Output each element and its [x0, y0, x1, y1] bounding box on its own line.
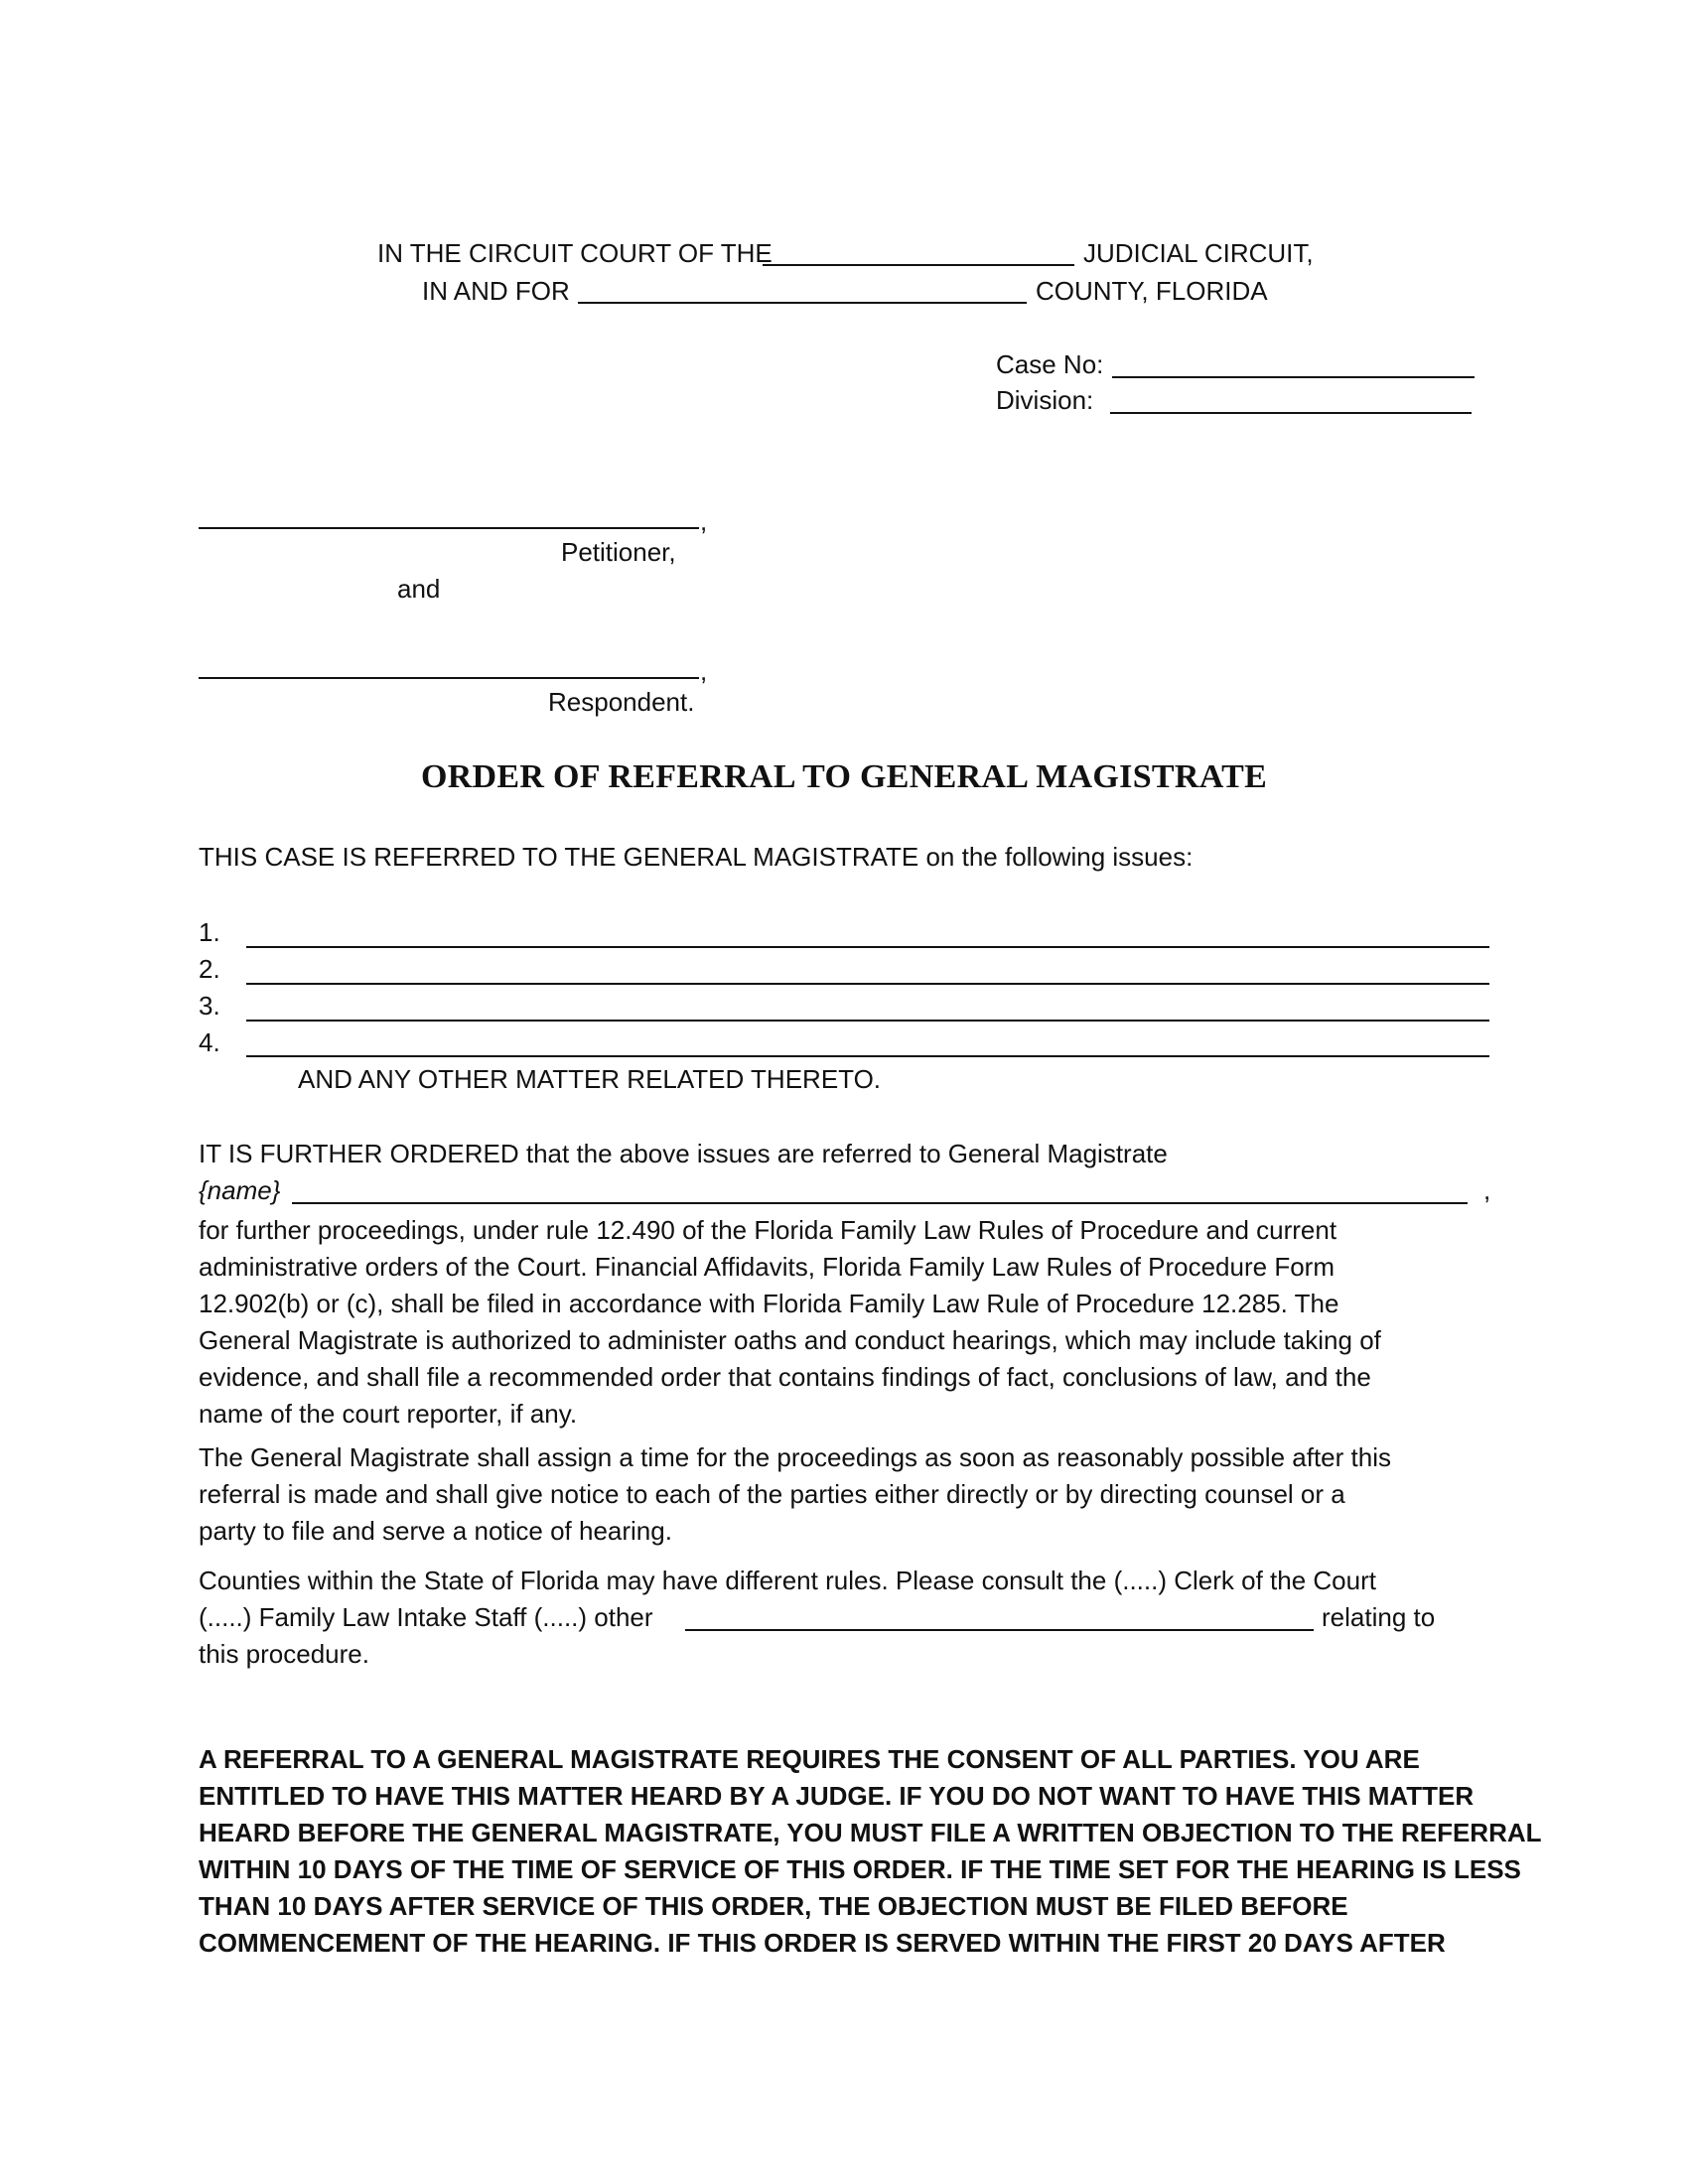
- warning-line: THAN 10 DAYS AFTER SERVICE OF THIS ORDER, THE OBJECTION MUST BE FILED BEFORE: [199, 1891, 1348, 1921]
- paragraph-line: evidence, and shall file a recommended order that contains findings of fact, conclusions of law, and the: [199, 1362, 1371, 1392]
- document-title: ORDER OF REFERRAL TO GENERAL MAGISTRATE: [420, 758, 1268, 795]
- county-blank[interactable]: [578, 302, 1027, 304]
- issue-number: 3.: [199, 991, 220, 1021]
- and-label: and: [397, 574, 441, 604]
- paragraph-line: referral is made and shall give notice to each of the parties either directly or by directing counsel or a: [199, 1479, 1345, 1509]
- petitioner-label: Petitioner,: [561, 537, 676, 567]
- issue-blank[interactable]: [246, 1055, 1489, 1057]
- counties-line3: this procedure.: [199, 1639, 369, 1669]
- paragraph-line: 12.902(b) or (c), shall be filed in accordance with Florida Family Law Rule of Procedure 12.285. The: [199, 1289, 1339, 1318]
- respondent-label: Respondent.: [548, 687, 695, 717]
- issue-blank[interactable]: [246, 983, 1489, 985]
- issue-number: 2.: [199, 954, 220, 984]
- case-no-label: Case No:: [996, 349, 1104, 379]
- warning-line: A REFERRAL TO A GENERAL MAGISTRATE REQUIRES THE CONSENT OF ALL PARTIES. YOU ARE: [199, 1744, 1420, 1774]
- judicial-circuit-blank[interactable]: [763, 264, 1074, 266]
- warning-line: COMMENCEMENT OF THE HEARING. IF THIS ORDER IS SERVED WITHIN THE FIRST 20 DAYS AFTER: [199, 1928, 1446, 1958]
- assign-time-paragraph: [199, 1439, 1489, 1550]
- magistrate-name-label: {name}: [199, 1175, 281, 1205]
- court-header-line1-suffix: JUDICIAL CIRCUIT,: [1083, 238, 1314, 268]
- case-no-blank[interactable]: [1112, 376, 1475, 378]
- counties-line2-suffix: relating to: [1322, 1602, 1436, 1632]
- court-header-line2-prefix: IN AND FOR: [422, 276, 570, 306]
- magistrate-name-blank[interactable]: [292, 1202, 1468, 1204]
- paragraph-line: administrative orders of the Court. Financial Affidavits, Florida Family Law Rules of Procedure Form: [199, 1252, 1335, 1282]
- referral-intro: THIS CASE IS REFERRED TO THE GENERAL MAGISTRATE on the following issues:: [199, 842, 1194, 872]
- court-header-line2-suffix: COUNTY, FLORIDA: [1036, 276, 1268, 306]
- paragraph-line: The General Magistrate shall assign a time for the proceedings as soon as reasonably possible after this: [199, 1442, 1391, 1472]
- issue-blank[interactable]: [246, 1020, 1489, 1022]
- warning-line: ENTITLED TO HAVE THIS MATTER HEARD BY A JUDGE. IF YOU DO NOT WANT TO HAVE THIS MATTER: [199, 1781, 1475, 1811]
- further-ordered-paragraph: [199, 1212, 1489, 1433]
- consent-warning: [199, 1741, 1542, 1962]
- respondent-comma: ,: [700, 656, 708, 686]
- counties-line2-prefix: (.....) Family Law Intake Staff (.....) other: [199, 1602, 653, 1632]
- other-matter-text: AND ANY OTHER MATTER RELATED THERETO.: [298, 1064, 882, 1094]
- issue-blank[interactable]: [246, 946, 1489, 948]
- further-ordered-line1: IT IS FURTHER ORDERED that the above issues are referred to General Magistrate: [199, 1139, 1168, 1168]
- counties-line1: Counties within the State of Florida may have different rules. Please consult the (.....) Clerk of the Court: [199, 1566, 1376, 1595]
- petitioner-comma: ,: [700, 506, 708, 536]
- warning-line: WITHIN 10 DAYS OF THE TIME OF SERVICE OF THIS ORDER. IF THE TIME SET FOR THE HEARING IS LESS: [199, 1854, 1521, 1884]
- court-header-line1-prefix: IN THE CIRCUIT COURT OF THE: [377, 238, 773, 268]
- warning-line: HEARD BEFORE THE GENERAL MAGISTRATE, YOU MUST FILE A WRITTEN OBJECTION TO THE REFERRAL: [199, 1818, 1542, 1847]
- issue-number: 1.: [199, 917, 220, 947]
- paragraph-line: name of the court reporter, if any.: [199, 1399, 578, 1429]
- other-contact-blank[interactable]: [685, 1629, 1314, 1631]
- magistrate-name-comma: ,: [1483, 1175, 1491, 1205]
- issue-number: 4.: [199, 1027, 220, 1057]
- division-blank[interactable]: [1110, 412, 1472, 414]
- division-label: Division:: [996, 385, 1094, 415]
- respondent-name-blank[interactable]: [199, 677, 699, 679]
- petitioner-name-blank[interactable]: [199, 527, 699, 529]
- paragraph-line: for further proceedings, under rule 12.490 of the Florida Family Law Rules of Procedure and current: [199, 1215, 1337, 1245]
- paragraph-line: party to file and serve a notice of hearing.: [199, 1516, 672, 1546]
- paragraph-line: General Magistrate is authorized to administer oaths and conduct hearings, which may include taking of: [199, 1325, 1381, 1355]
